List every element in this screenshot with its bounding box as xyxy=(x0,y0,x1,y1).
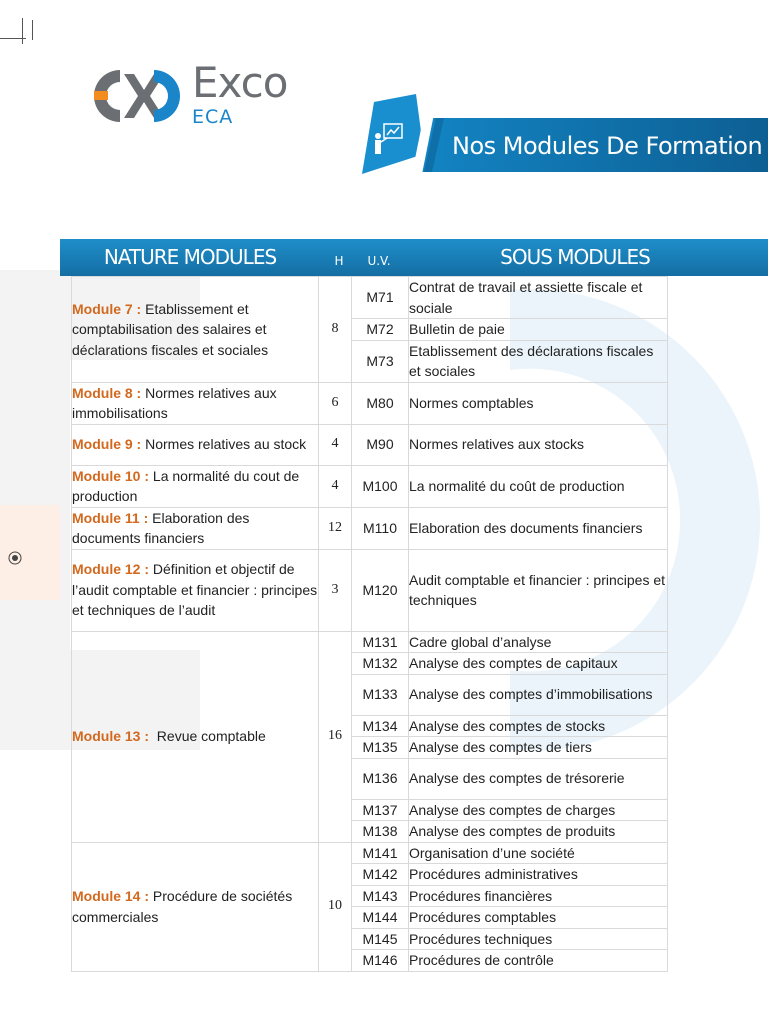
module-title: La normalité du cout de production xyxy=(72,467,300,504)
module-title: Normes relatives au stock xyxy=(141,436,307,453)
module-cell xyxy=(72,382,319,424)
sub-module-name: Analyse des comptes de charges xyxy=(409,799,668,821)
crop-mark xyxy=(22,18,23,44)
table-row xyxy=(72,507,668,549)
registration-mark-icon xyxy=(8,551,22,565)
module-title: Etablissement et comptabilisation des salaires et déclarations fiscales et sociales xyxy=(72,300,269,358)
sub-module-name: Procédures administratives xyxy=(409,864,668,886)
sub-module-name: Analyse des comptes de tiers xyxy=(409,737,668,759)
table-row xyxy=(72,631,668,653)
brand-name: Exco xyxy=(192,58,288,107)
sub-module-name: Contrat de travail et assiette fiscale et sociale xyxy=(409,277,668,319)
sub-module-name: Procédures de contrôle xyxy=(409,950,668,972)
uv-code: M90 xyxy=(352,424,409,465)
uv-code: M100 xyxy=(352,465,409,507)
table-row xyxy=(72,842,668,864)
table-row xyxy=(72,382,668,424)
uv-code: M138 xyxy=(352,821,409,843)
table-row xyxy=(72,424,668,465)
hours-cell: 6 xyxy=(319,382,352,424)
uv-code: M136 xyxy=(352,758,409,799)
table-row xyxy=(72,277,668,319)
sub-module-name: Audit comptable et financier : principes et techniques xyxy=(409,549,668,631)
uv-code: M133 xyxy=(352,674,409,715)
module-label: Module 10 : xyxy=(72,467,150,484)
uv-code: M71 xyxy=(352,277,409,319)
module-label: Module 7 : xyxy=(72,300,142,317)
sub-module-name: Analyse des comptes de trésorerie xyxy=(409,758,668,799)
hours-cell: 16 xyxy=(319,631,352,842)
hours-cell: 4 xyxy=(319,465,352,507)
sub-module-name: Etablissement des déclarations fiscales et sociales xyxy=(409,340,668,382)
module-title: Normes relatives aux immobilisations xyxy=(72,384,277,421)
sub-module-name: Analyse des comptes de produits xyxy=(409,821,668,843)
module-label: Module 12 : xyxy=(72,561,150,578)
module-title: Revue comptable xyxy=(149,728,266,745)
brand-sub: ECA xyxy=(192,106,234,128)
module-cell xyxy=(72,465,319,507)
hours-cell: 12 xyxy=(319,507,352,549)
module-title: Procédure de sociétés commerciales xyxy=(72,888,293,925)
module-label: Module 9 : xyxy=(72,436,142,453)
module-cell xyxy=(72,507,319,549)
table-row xyxy=(72,549,668,631)
module-label: Module 14 : xyxy=(72,888,150,904)
sub-module-name: Elaboration des documents financiers xyxy=(409,507,668,549)
uv-code: M143 xyxy=(352,885,409,907)
module-cell xyxy=(72,277,319,383)
hours-cell: 3 xyxy=(319,549,352,631)
table-row xyxy=(72,465,668,507)
module-label: Module 8 : xyxy=(72,384,142,401)
hours-cell: 4 xyxy=(319,424,352,465)
sub-module-name: Organisation d’une société xyxy=(409,842,668,864)
hours-cell: 8 xyxy=(319,277,352,383)
sub-module-name: Bulletin de paie xyxy=(409,319,668,341)
header-sous-modules: SOUS MODULES xyxy=(500,245,650,269)
uv-code: M137 xyxy=(352,799,409,821)
uv-code: M134 xyxy=(352,715,409,737)
sub-module-name: Procédures techniques xyxy=(409,928,668,950)
table-header xyxy=(60,239,768,276)
exco-logo xyxy=(88,58,308,132)
sub-module-name: Procédures comptables xyxy=(409,907,668,929)
uv-code: M135 xyxy=(352,737,409,759)
sub-module-name: Normes comptables xyxy=(409,382,668,424)
header-hours: H xyxy=(334,254,344,268)
sub-module-name: Analyse des comptes de stocks xyxy=(409,715,668,737)
uv-code: M144 xyxy=(352,907,409,929)
uv-code: M142 xyxy=(352,864,409,886)
modules-table xyxy=(71,276,668,972)
uv-code: M80 xyxy=(352,382,409,424)
uv-code: M72 xyxy=(352,319,409,341)
uv-code: M141 xyxy=(352,842,409,864)
module-title: Définition et objectif de l’audit comptable et financier : principes et techniques de l’audit xyxy=(72,561,318,619)
header-uv: U.V. xyxy=(367,254,391,268)
module-cell xyxy=(72,549,319,631)
module-cell xyxy=(72,631,319,842)
hours-cell: 10 xyxy=(319,842,352,971)
banner-title: Nos Modules De Formation xyxy=(452,132,763,160)
uv-code: M131 xyxy=(352,631,409,653)
sub-module-name: Analyse des comptes de capitaux xyxy=(409,653,668,675)
crop-mark xyxy=(32,20,33,40)
uv-code: M73 xyxy=(352,340,409,382)
uv-code: M110 xyxy=(352,507,409,549)
module-cell xyxy=(72,424,319,465)
uv-code: M132 xyxy=(352,653,409,675)
module-label: Module 13 : xyxy=(72,728,150,745)
uv-code: M120 xyxy=(352,549,409,631)
logo-mark-icon xyxy=(88,64,183,128)
sub-module-name: La normalité du coût de production xyxy=(409,465,668,507)
sub-module-name: Procédures financières xyxy=(409,885,668,907)
module-title: Elaboration des documents financiers xyxy=(72,509,250,546)
uv-code: M145 xyxy=(352,928,409,950)
module-label: Module 11 : xyxy=(72,509,149,526)
header-nature: NATURE MODULES xyxy=(103,245,277,269)
uv-code: M146 xyxy=(352,950,409,972)
sub-module-name: Analyse des comptes d’immobilisations xyxy=(409,674,668,715)
module-cell xyxy=(72,842,319,971)
sub-module-name: Normes relatives aux stocks xyxy=(409,424,668,465)
sub-module-name: Cadre global d’analyse xyxy=(409,631,668,653)
